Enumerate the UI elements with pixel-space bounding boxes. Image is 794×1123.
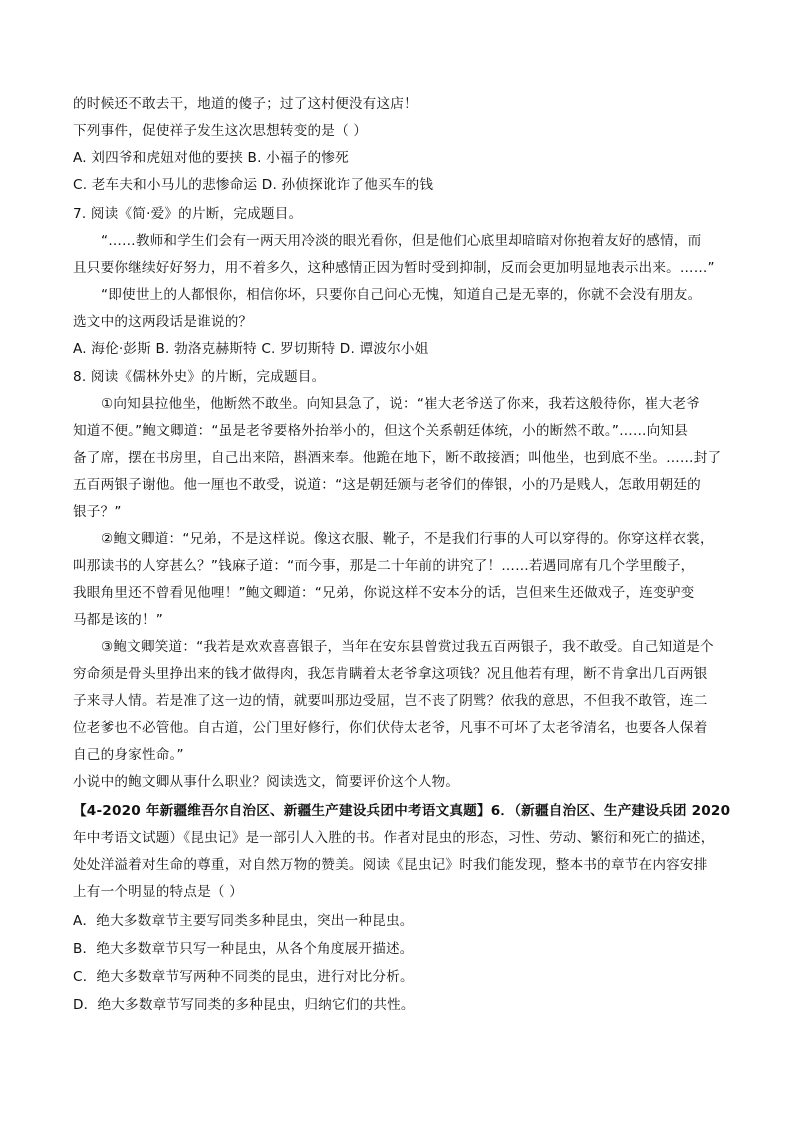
passage-line: 穷命须是骨头里挣出来的钱才做得肉，我怎肯瞒着太老爷拿这项钱？况且他若有理，断不肯拿出几百两银 [73,666,708,682]
question-6-header: 【4-2020 年新疆维吾尔自治区、新疆生产建设兵团中考语文真题】6．（新疆自治区、生产建设兵团 2020 [73,803,731,819]
passage-line: ③鲍文卿笑道：“我若是欢欢喜喜银子，当年在安东县曾赏过我五百两银子，我不敢受。自己知道是个 [101,639,714,655]
question-7-title: 7. 阅读《简·爱》的片断，完成题目。 [73,206,303,222]
passage-line: 子来寻人情。若是准了这一边的情，就要叫那边受屈，岂不丧了阴骘？依我的意思，不但我不敢管，连二 [73,693,708,709]
passage-line: 五百两银子谢他。他一厘也不敢受，说道：“这是朝廷颁与老爷们的俸银，小的乃是贱人，怎敢用朝廷的 [73,477,701,493]
passage-line: 银子？” [73,504,122,520]
passage-line: “即使世上的人都恨你，相信你坏，只要你自己问心无愧，知道自己是无辜的，你就不会没有朋友。 [101,287,702,303]
passage-line: 知道不便。”鲍文卿道：“虽是老爷要格外抬举小的，但这个关系朝廷体统，小的断然不敢。”……向知县 [73,423,689,439]
question-stem: 年中考语文试题）《昆虫记》是一部引人入胜的书。作者对昆虫的形态，习性、劳动、繁衍和死亡的描述， [73,830,715,846]
option-a: A．绝大多数章节主要写同类多种昆虫，突出一种昆虫。 [73,913,414,929]
question-stem: 下列事件，促使祥子发生这次思想转变的是（ ） [73,123,368,139]
question-8-title: 8. 阅读《儒林外史》的片断，完成题目。 [73,369,326,385]
option-d: D．绝大多数章节写同类的多种昆虫，归纳它们的共性。 [73,997,415,1013]
question-stem: 上有一个明显的特点是（ ） [73,884,244,900]
question-stem: 选文中的这两段话是谁说的？ [73,314,253,330]
answer-options: A. 海伦·彭斯 B. 勃洛克赫斯特 C. 罗切斯特 D. 谭波尔小姐 [73,341,429,357]
text-line: 的时候还不敢去干，地道的傻子；过了这村便没有这店！ [73,96,418,112]
passage-line: 我眼角里还不曾看见他哩！”鲍文卿道：“兄弟，你说这样不安本分的话，岂但来生还做戏子，连变驴变 [73,585,695,601]
passage-line: 备了席，摆在书房里，自己出来陪，斟酒来奉。他跪在地下，断不敢接酒；叫他坐，也到底不坐。……封了 [73,450,722,466]
option-c: C．绝大多数章节写两种不同类的昆虫，进行对比分析。 [73,969,414,985]
passage-line: ①向知县拉他坐，他断然不敢坐。向知县急了，说：“崔大老爷送了你来，我若这般待你，崔大老爷 [101,396,700,412]
answer-options-cd: C. 老车夫和小马儿的悲惨命运 D. 孙侦探讹诈了他买车的钱 [73,177,434,193]
answer-options-ab: A. 刘四爷和虎妞对他的要挟 B. 小福子的惨死 [73,150,349,166]
question-stem: 处处洋溢着对生命的尊重，对自然万物的赞美。阅读《昆虫记》时我们能发现，整本书的章节在内容安排 [73,857,708,873]
question-stem: 小说中的鲍文卿从事什么职业？阅读选文，简要评价这个人物。 [73,774,460,790]
passage-line: 位老爹也不必管他。自古道，公门里好修行，你们伏侍太老爷，凡事不可坏了太老爷清名，也要各人保着 [73,720,708,736]
passage-line: 马都是该的！” [73,612,164,628]
passage-line: 自己的身家性命。” [73,747,184,763]
passage-line: ②鲍文卿道：“兄弟，不是这样说。像这衣服、靴子，不是我们行事的人可以穿得的。你穿这样衣裳， [101,531,714,547]
option-b: B．绝大多数章节只写一种昆虫，从各个角度展开描述。 [73,941,414,957]
passage-line: 且只要你继续好好努力，用不着多久，这种感情正因为暂时受到抑制，反而会更加明显地表示出来。……” [73,260,715,276]
passage-line: “……教师和学生们会有一两天用冷淡的眼光看你，但是他们心底里却暗暗对你抱着友好的感情，而 [101,233,702,249]
passage-line: 叫那读书的人穿甚么？”钱麻子道：“而今事，那是二十年前的讲究了！……若遇同席有几个学里酸子， [73,558,695,574]
